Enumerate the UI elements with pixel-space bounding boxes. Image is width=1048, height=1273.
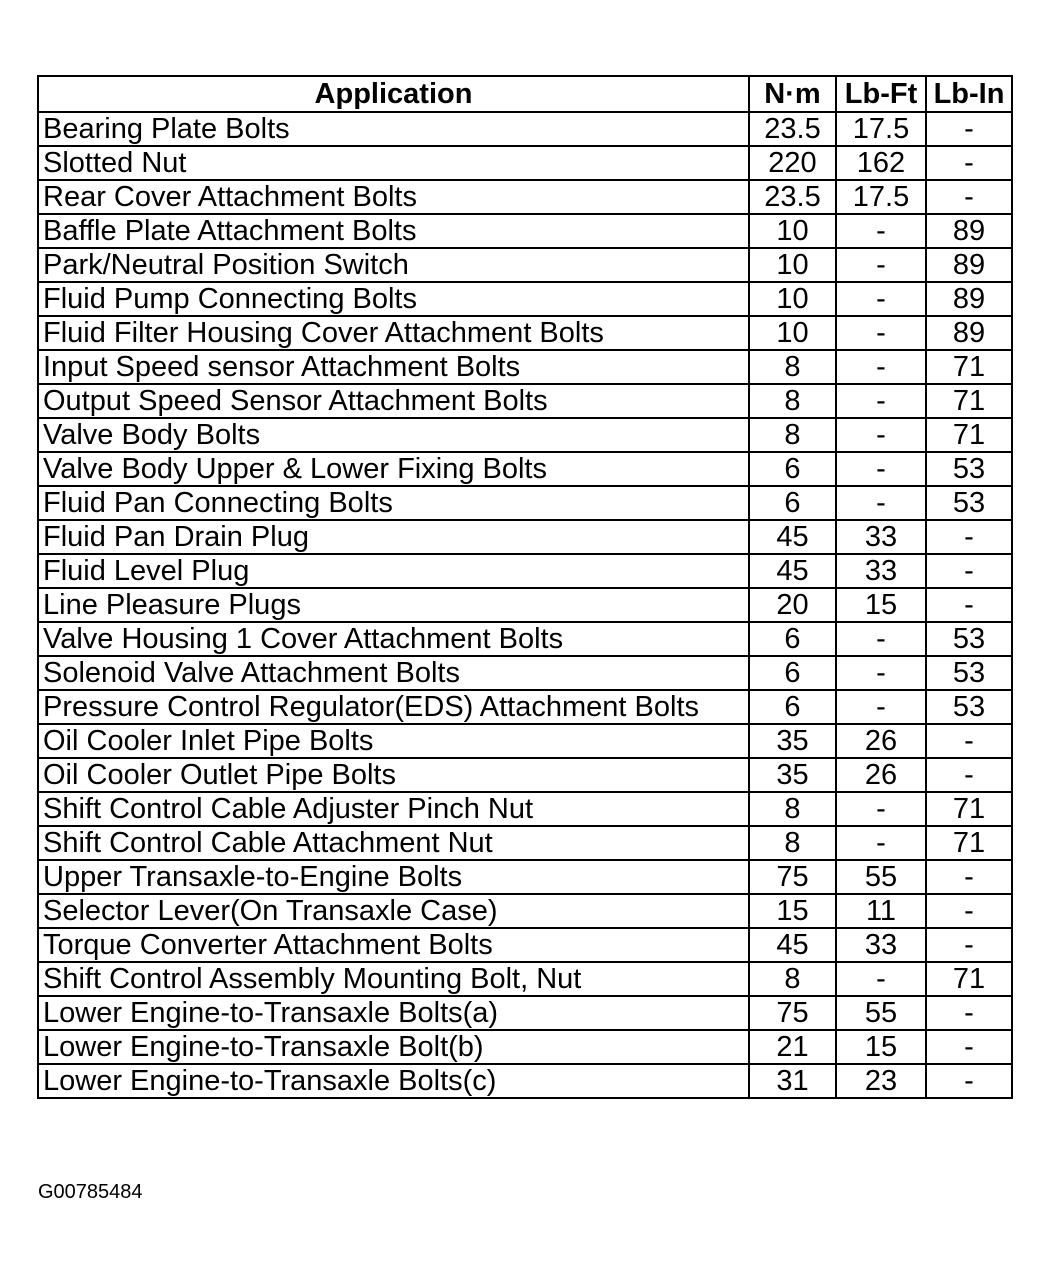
- cell-lbft: -: [836, 214, 926, 248]
- cell-nm: 6: [749, 622, 836, 656]
- cell-application: Rear Cover Attachment Bolts: [38, 180, 749, 214]
- cell-application: Slotted Nut: [38, 146, 749, 180]
- table-row: [38, 554, 1012, 588]
- cell-nm: 6: [749, 690, 836, 724]
- table-header-row: [38, 76, 1012, 112]
- cell-lbin: 53: [926, 486, 1012, 520]
- cell-lbft: -: [836, 316, 926, 350]
- table-row: [38, 860, 1012, 894]
- cell-nm: 23.5: [749, 112, 836, 146]
- cell-lbft: -: [836, 350, 926, 384]
- cell-lbin: 71: [926, 826, 1012, 860]
- table-row: [38, 622, 1012, 656]
- cell-lbin: 71: [926, 792, 1012, 826]
- cell-application: Lower Engine-to-Transaxle Bolts(a): [38, 996, 749, 1030]
- cell-lbin: -: [926, 112, 1012, 146]
- cell-lbft: -: [836, 656, 926, 690]
- cell-application: Valve Body Bolts: [38, 418, 749, 452]
- table-row: [38, 894, 1012, 928]
- table-row: [38, 316, 1012, 350]
- table-row: [38, 350, 1012, 384]
- cell-lbft: -: [836, 452, 926, 486]
- table-row: [38, 180, 1012, 214]
- table-row: [38, 112, 1012, 146]
- table-row: [38, 146, 1012, 180]
- cell-lbft: -: [836, 826, 926, 860]
- cell-lbin: -: [926, 180, 1012, 214]
- table-row: [38, 1030, 1012, 1064]
- cell-lbin: 71: [926, 384, 1012, 418]
- cell-nm: 6: [749, 656, 836, 690]
- cell-nm: 31: [749, 1064, 836, 1098]
- cell-nm: 8: [749, 350, 836, 384]
- table-row: [38, 384, 1012, 418]
- cell-lbin: 89: [926, 316, 1012, 350]
- table-row: [38, 248, 1012, 282]
- cell-application: Fluid Pan Connecting Bolts: [38, 486, 749, 520]
- table-row: [38, 962, 1012, 996]
- cell-lbft: 162: [836, 146, 926, 180]
- cell-lbin: -: [926, 894, 1012, 928]
- cell-application: Selector Lever(On Transaxle Case): [38, 894, 749, 928]
- cell-nm: 75: [749, 860, 836, 894]
- table-row: [38, 452, 1012, 486]
- cell-nm: 10: [749, 248, 836, 282]
- cell-application: Torque Converter Attachment Bolts: [38, 928, 749, 962]
- table-row: [38, 282, 1012, 316]
- cell-nm: 10: [749, 282, 836, 316]
- cell-lbft: -: [836, 622, 926, 656]
- cell-lbft: -: [836, 384, 926, 418]
- cell-lbin: -: [926, 554, 1012, 588]
- cell-lbft: -: [836, 486, 926, 520]
- cell-lbin: 53: [926, 622, 1012, 656]
- cell-lbft: 55: [836, 860, 926, 894]
- cell-nm: 20: [749, 588, 836, 622]
- table-row: [38, 996, 1012, 1030]
- cell-lbft: 17.5: [836, 112, 926, 146]
- cell-application: Park/Neutral Position Switch: [38, 248, 749, 282]
- cell-application: Oil Cooler Inlet Pipe Bolts: [38, 724, 749, 758]
- cell-lbft: -: [836, 248, 926, 282]
- cell-nm: 10: [749, 214, 836, 248]
- cell-lbft: -: [836, 962, 926, 996]
- table-row: [38, 486, 1012, 520]
- cell-lbin: -: [926, 996, 1012, 1030]
- cell-lbft: 26: [836, 758, 926, 792]
- cell-lbft: 33: [836, 554, 926, 588]
- cell-lbin: 89: [926, 248, 1012, 282]
- cell-lbin: -: [926, 520, 1012, 554]
- cell-nm: 23.5: [749, 180, 836, 214]
- cell-application: Bearing Plate Bolts: [38, 112, 749, 146]
- cell-nm: 8: [749, 384, 836, 418]
- cell-lbin: 89: [926, 214, 1012, 248]
- table-row: [38, 1064, 1012, 1098]
- cell-application: Oil Cooler Outlet Pipe Bolts: [38, 758, 749, 792]
- cell-lbin: -: [926, 1064, 1012, 1098]
- cell-lbin: 53: [926, 656, 1012, 690]
- cell-nm: 6: [749, 486, 836, 520]
- cell-lbin: 71: [926, 418, 1012, 452]
- cell-application: Valve Body Upper & Lower Fixing Bolts: [38, 452, 749, 486]
- cell-lbft: 55: [836, 996, 926, 1030]
- cell-application: Shift Control Cable Adjuster Pinch Nut: [38, 792, 749, 826]
- cell-lbft: 33: [836, 520, 926, 554]
- cell-nm: 6: [749, 452, 836, 486]
- cell-application: Output Speed Sensor Attachment Bolts: [38, 384, 749, 418]
- cell-lbft: -: [836, 690, 926, 724]
- cell-application: Shift Control Cable Attachment Nut: [38, 826, 749, 860]
- cell-nm: 35: [749, 758, 836, 792]
- cell-application: Line Pleasure Plugs: [38, 588, 749, 622]
- torque-spec-table: [37, 75, 1013, 1099]
- table-row: [38, 928, 1012, 962]
- cell-application: Lower Engine-to-Transaxle Bolts(c): [38, 1064, 749, 1098]
- cell-lbin: 89: [926, 282, 1012, 316]
- cell-nm: 45: [749, 928, 836, 962]
- cell-nm: 15: [749, 894, 836, 928]
- cell-nm: 45: [749, 554, 836, 588]
- cell-nm: 10: [749, 316, 836, 350]
- cell-nm: 21: [749, 1030, 836, 1064]
- cell-application: Input Speed sensor Attachment Bolts: [38, 350, 749, 384]
- header-lbft: Lb-Ft: [836, 76, 926, 112]
- cell-lbft: -: [836, 418, 926, 452]
- cell-application: Pressure Control Regulator(EDS) Attachment Bolts: [38, 690, 749, 724]
- cell-nm: 35: [749, 724, 836, 758]
- table-row: [38, 656, 1012, 690]
- cell-nm: 220: [749, 146, 836, 180]
- cell-application: Fluid Level Plug: [38, 554, 749, 588]
- cell-application: Upper Transaxle-to-Engine Bolts: [38, 860, 749, 894]
- cell-application: Fluid Pump Connecting Bolts: [38, 282, 749, 316]
- cell-lbin: 71: [926, 962, 1012, 996]
- cell-lbin: -: [926, 146, 1012, 180]
- cell-lbin: 53: [926, 690, 1012, 724]
- table-row: [38, 724, 1012, 758]
- cell-lbin: 71: [926, 350, 1012, 384]
- cell-nm: 8: [749, 418, 836, 452]
- figure-id-label: G00785484: [38, 1181, 143, 1203]
- cell-lbin: -: [926, 860, 1012, 894]
- cell-application: Valve Housing 1 Cover Attachment Bolts: [38, 622, 749, 656]
- cell-lbin: -: [926, 588, 1012, 622]
- cell-lbin: -: [926, 928, 1012, 962]
- header-nm: N·m: [749, 76, 836, 112]
- cell-lbin: -: [926, 724, 1012, 758]
- cell-lbin: -: [926, 1030, 1012, 1064]
- table-row: [38, 214, 1012, 248]
- table-row: [38, 418, 1012, 452]
- cell-application: Fluid Filter Housing Cover Attachment Bolts: [38, 316, 749, 350]
- cell-lbin: 53: [926, 452, 1012, 486]
- header-lbin: Lb-In: [926, 76, 1012, 112]
- cell-lbft: 11: [836, 894, 926, 928]
- cell-application: Shift Control Assembly Mounting Bolt, Nut: [38, 962, 749, 996]
- table-body: [38, 112, 1012, 1098]
- cell-nm: 8: [749, 962, 836, 996]
- cell-application: Fluid Pan Drain Plug: [38, 520, 749, 554]
- cell-lbft: 26: [836, 724, 926, 758]
- table-row: [38, 690, 1012, 724]
- header-application: Application: [38, 76, 749, 112]
- cell-nm: 45: [749, 520, 836, 554]
- cell-lbft: 17.5: [836, 180, 926, 214]
- table-row: [38, 826, 1012, 860]
- table-row: [38, 792, 1012, 826]
- cell-nm: 75: [749, 996, 836, 1030]
- cell-lbft: 33: [836, 928, 926, 962]
- cell-application: Lower Engine-to-Transaxle Bolt(b): [38, 1030, 749, 1064]
- table-row: [38, 588, 1012, 622]
- cell-application: Solenoid Valve Attachment Bolts: [38, 656, 749, 690]
- cell-lbft: 23: [836, 1064, 926, 1098]
- cell-lbft: -: [836, 282, 926, 316]
- cell-lbft: 15: [836, 588, 926, 622]
- table-row: [38, 520, 1012, 554]
- cell-lbin: -: [926, 758, 1012, 792]
- table-row: [38, 758, 1012, 792]
- cell-lbft: -: [836, 792, 926, 826]
- cell-nm: 8: [749, 792, 836, 826]
- cell-nm: 8: [749, 826, 836, 860]
- cell-lbft: 15: [836, 1030, 926, 1064]
- cell-application: Baffle Plate Attachment Bolts: [38, 214, 749, 248]
